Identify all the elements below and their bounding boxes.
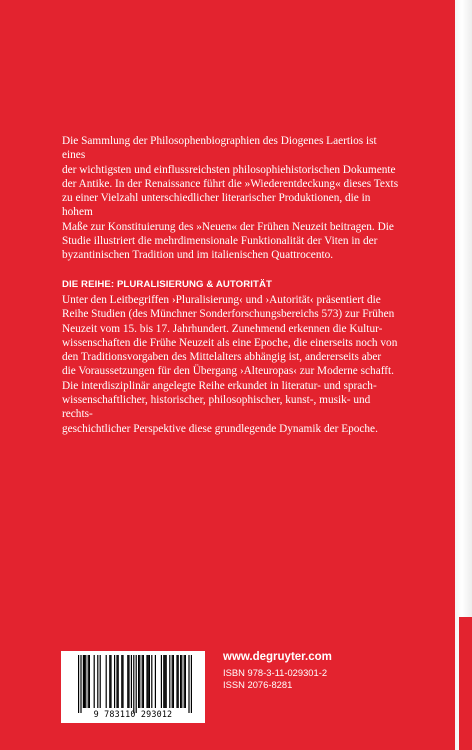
- barcode-bar: [138, 655, 139, 708]
- series-description: Unter den Leitbegriffen ›Pluralisierung‹ und ›Autorität‹ präsentiert die Reihe Studien (des Münchner Sonderforschungsbereichs 573) zur Frühen Neuzeit vom 15. bis 17. Jahrhundert. Zunehmend erkennen die Kultur- wissenschaften die Frühe Neuzeit als eine Epoche, die einerseits noch von den Traditionsvorgaben des Mittelalters abhängig ist, andererseits aber die Voraussetzungen für den Übergang ›Alteuropas‹ zur Moderne schafft. Die interdisziplinär angelegte Reihe erkundet in literatur- und sprach- wissenschaftlicher, historischer, philosophischer, kunst-, musik- und rechts- geschichtlicher Perspektive diese grundlegende Dynamik der Epoche.: [62, 294, 398, 435]
- barcode-bar: [169, 655, 170, 708]
- barcode-bar: [136, 655, 137, 713]
- barcode-bar: [78, 655, 79, 713]
- barcode-bar: [151, 655, 152, 708]
- barcode-bar: [122, 655, 123, 708]
- barcode-bar: [131, 655, 132, 708]
- barcode-bar: [110, 655, 111, 708]
- barcode-bar: [184, 655, 185, 708]
- barcode-bar: [185, 655, 186, 708]
- barcode-bar: [173, 655, 174, 708]
- barcode-bar: [118, 655, 119, 708]
- issn-number: ISSN 2076-8281: [223, 678, 293, 690]
- barcode-bar: [178, 655, 179, 708]
- book-blurb: Die Sammlung der Philosophenbiographien des Diogenes Laertios ist eines der wichtigsten und einflussreichsten philosophiehistorischen Dokumente der Antike. In der Renaissance führt die »Wiederentdeckung« dieses Texts zu einer Vielzahl unterschiedlicher literarischer Produktionen, die in hohem Maße zur Konstituierung des »Neuen« der Frühen Neuzeit beitragen. Die Studie illustriert die mehrdimensionale Funktionalität der Viten in der byzantinischen Tradition und im italienischen Quattrocento.: [62, 135, 399, 262]
- barcode-bar: [172, 655, 173, 708]
- barcode-bar: [146, 655, 147, 708]
- barcode-bar: [133, 655, 134, 713]
- barcode-bar: [97, 655, 98, 708]
- publisher-info: [223, 650, 332, 690]
- barcode-bar: [176, 655, 177, 708]
- barcode-bar: [121, 655, 122, 708]
- barcode-bar: [84, 655, 85, 708]
- barcode-bar: [148, 655, 149, 708]
- isbn-number: ISBN 978-3-11-029301-2: [223, 667, 328, 678]
- barcode-bar: [114, 655, 115, 708]
- barcode-bar: [80, 655, 81, 713]
- publisher-url[interactable]: www.degruyter.com: [223, 651, 332, 663]
- barcode-bar: [100, 655, 101, 708]
- barcode-bar: [161, 655, 162, 708]
- barcode-bar: [191, 655, 192, 713]
- barcode-bar: [88, 655, 89, 708]
- isbn-barcode: [61, 651, 205, 723]
- barcode-bar: [188, 655, 189, 713]
- barcode-bar: [89, 655, 90, 708]
- barcode-bar: [164, 655, 165, 708]
- barcode-bar: [116, 655, 117, 708]
- barcode-bar: [155, 655, 156, 708]
- series-heading: DIE REIHE: PLURALISIERUNG & AUTORITÄT: [62, 279, 272, 290]
- barcode-bar: [180, 655, 181, 708]
- barcode-bar: [85, 655, 86, 708]
- barcode-bar: [149, 655, 150, 708]
- barcode-bar: [163, 655, 164, 708]
- barcode-bar: [106, 655, 107, 708]
- spine-red-strip: [459, 617, 472, 750]
- barcode-bar: [139, 655, 140, 708]
- barcode-bar: [166, 655, 167, 708]
- barcode-bar: [83, 655, 84, 708]
- barcode-bar: [142, 655, 143, 708]
- barcode-bar: [143, 655, 144, 708]
- barcode-bar: [127, 655, 128, 708]
- barcode-bar: [181, 655, 182, 708]
- barcode-bar: [109, 655, 110, 708]
- barcode-bar: [128, 655, 129, 708]
- barcode-digits: 9 783110 293012: [93, 709, 173, 719]
- barcode-bar: [94, 655, 95, 708]
